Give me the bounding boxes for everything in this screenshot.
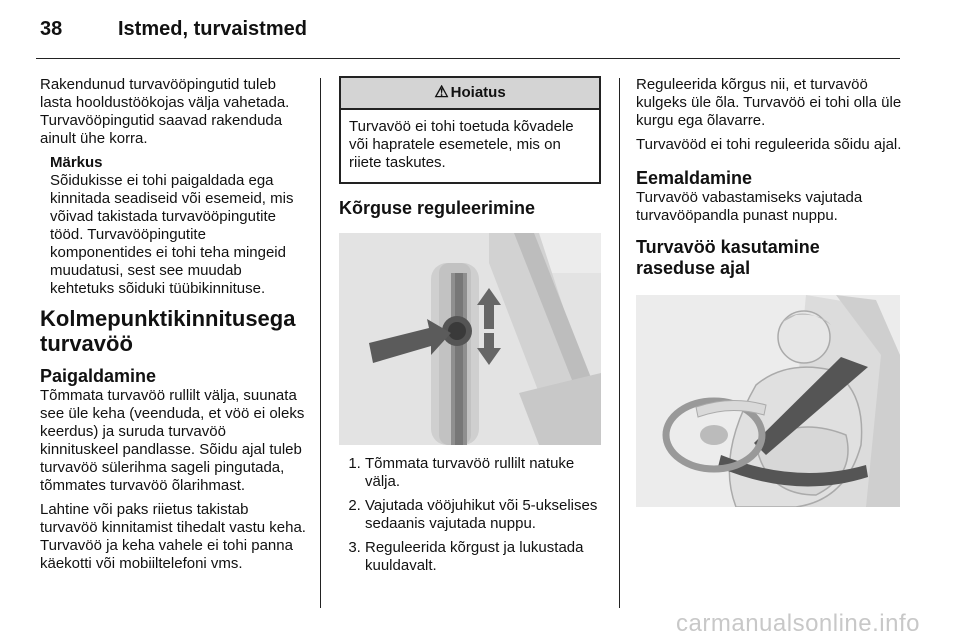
clothing-paragraph: Lahtine või paks riietus takistab turvavöö kinnitamist tihedalt vastu keha. Turvavöö ja keha vahele ei tohi panna käekotti või mobiiltelefoni vms. [40,501,306,572]
driving-paragraph: Turvavööd ei tohi reguleerida sõidu ajal. [636,136,902,153]
column-divider-2 [619,78,620,608]
column-divider-1 [320,78,321,608]
section-heading: Kolmepunktikinnitusega turvavöö [40,306,296,356]
adjustment-steps [339,455,601,575]
warning-icon: ⚠ [434,84,449,101]
pregnancy-heading: Turvavöö kasutamine raseduse ajal [636,237,820,278]
note-text: Sõidukisse ei tohi paigaldada ega kinnitada seadiseid või esemeid, mis võivad takistada turvavööpingutite tööd. Turvavööpingutite komponentides ei tohi teha mingeid muudatusi, sest see muudab kehtetuks sõiduki tüübikinnituse. [50,172,294,297]
header-rule [36,58,900,59]
column-1 [40,76,308,579]
intro-paragraph: Rakendunud turvavööpingutid tuleb lasta hooldustöökojas välja vahetada. Turvavööpingutid saavad rakenduda ainult ühe korra. [40,76,290,147]
removal-heading: Eemaldamine [636,168,753,188]
shoulder-paragraph: Reguleerida kõrgus nii, et turvavöö kulgeks üle õla. Turvavöö ei tohi olla üle kurgu ega õlavarre. [636,76,902,129]
installation-paragraph: Tõmmata turvavöö rullilt välja, suunata see üle keha (veenduda, et vöö ei oleks keerdus) ja suruda turvavöö kinnituskeel pandlasse. Sõidu ajal tuleb turvavöö sülerihma sageli pingutada, tõmmates turvavöö õlarihmast. [40,387,305,494]
subheading-installation: Paigaldamine [40,366,157,386]
note-title: Märkus [50,154,103,171]
seatbelt-height-illustration [339,233,601,445]
watermark: carmanualsonline.info [676,610,920,637]
removal-paragraph: Turvavöö vabastamiseks vajutada turvavööpandla punast nuppu. [636,189,863,224]
step-item: 2. Vajutada vööjuhikut või 5-ukselises sedaanis vajutada nuppu. [365,497,601,533]
column-3 [636,76,902,507]
column-2 [339,76,601,581]
page-title: Istmed, turvaistmed [118,18,307,40]
page-number: 38 [40,18,63,40]
warning-header [341,78,599,110]
height-adjustment-heading: Kõrguse reguleerimine [339,198,536,218]
step-item: 3. Reguleerida kõrgust ja lukustada kuuldavalt. [365,539,601,575]
note-box [40,154,308,298]
pregnancy-seatbelt-illustration [636,295,900,507]
warning-box [339,76,601,184]
warning-text: Turvavöö ei tohi toetuda kõvadele või hapratele esemetele, mis on riiete taskutes. [349,118,574,171]
warning-title: Hoiatus [450,84,506,101]
step-item: 1. Tõmmata turvavöö rullilt natuke välja. [365,455,601,491]
page-header [0,0,960,62]
